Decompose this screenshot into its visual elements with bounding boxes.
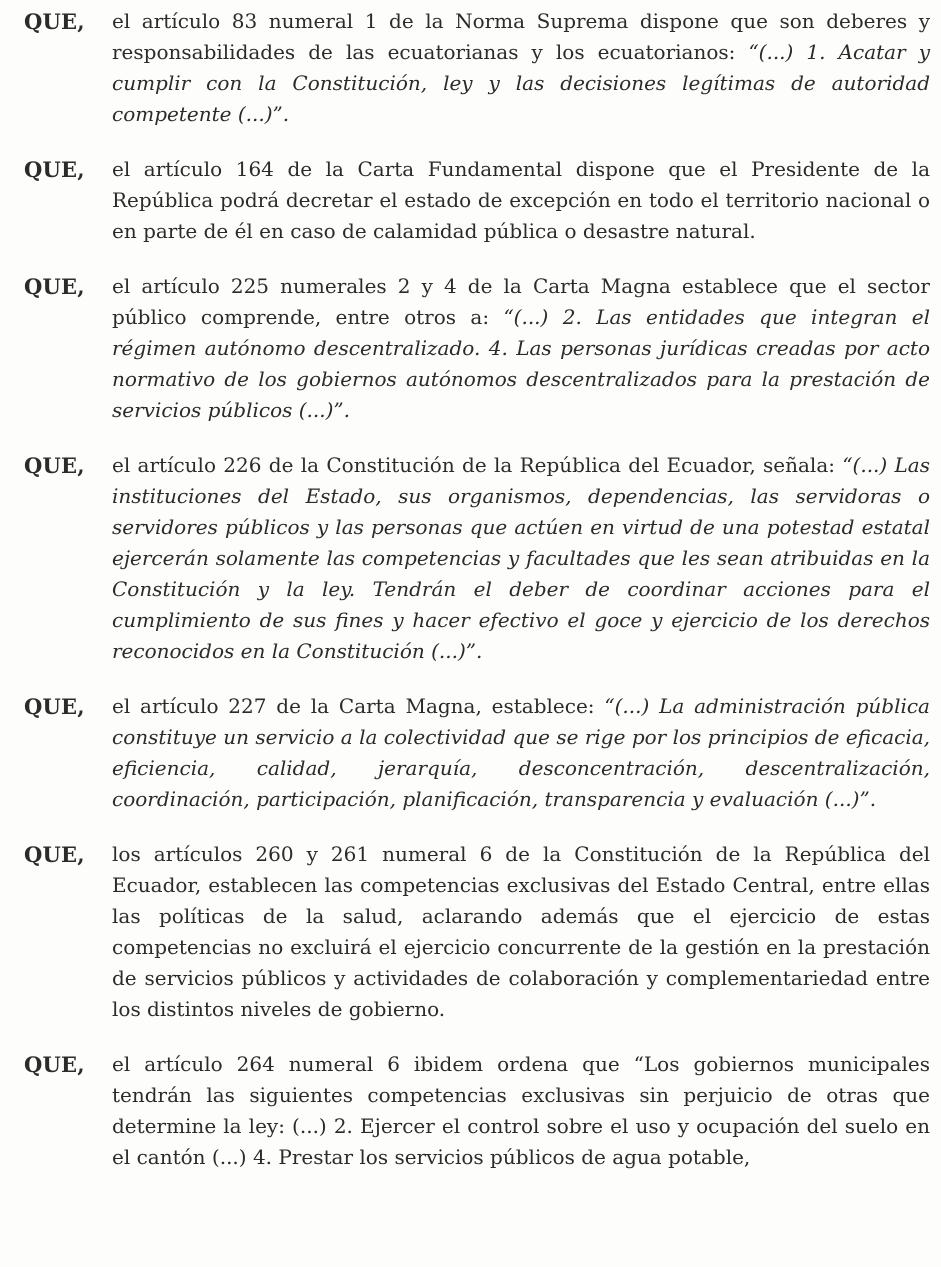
clause-text [112,1049,934,1173]
clause-text [112,691,934,815]
clause-art-164 [24,154,934,247]
clause-text-plain: el artículo 264 numeral 6 ibidem ordena que “Los gobiernos municipales tendrán las siguientes competencias exclusivas sin perjuicio de otras que determine la ley: (...) 2. Ejercer el control sobre el uso y ocupación del suelo en el cantón (...) 4. Prestar los servicios públicos de agua potable, [112,1052,930,1169]
clause-keyword: QUE, [24,9,85,34]
clause-text [112,450,934,667]
clause-art-226 [24,450,934,667]
clause-text-quote: “(...) 2. Las entidades que integran el régimen autónomo descentralizado. 4. Las personas jurídicas creadas por acto normativo de los gobiernos autónomos descentralizados para la prestación de servicios públicos (...)”. [112,305,930,422]
clause-art-83 [24,6,934,130]
clause-text-quote: “(...) La administración pública constituye un servicio a la colectividad que se rige por los principios de eficacia, eficiencia, calidad, jerarquía, desconcentración, descentralización, coordinación, participación, planificación, transparencia y evaluación (...)”. [112,694,930,811]
clause-keyword: QUE, [24,1052,85,1077]
clause-text [112,839,934,1025]
clause-text-plain: el artículo 83 numeral 1 de la Norma Suprema dispone que son deberes y responsabilidades de las ecuatorianas y los ecuatorianos: [112,9,930,64]
clause-keyword: QUE, [24,274,85,299]
clause-keyword: QUE, [24,842,85,867]
clause-text-quote: “(...) 1. Acatar y cumplir con la Constitución, ley y las decisiones legítimas de autoridad competente (...)”. [112,40,930,126]
clause-art-225 [24,271,934,426]
document-body [24,6,934,1197]
clause-text [112,154,934,247]
clause-text-plain: el artículo 226 de la Constitución de la República del Ecuador, señala: [112,453,843,477]
clause-text-plain: el artículo 225 numerales 2 y 4 de la Carta Magna establece que el sector público comprende, entre otros a: [112,274,930,329]
clause-art-227 [24,691,934,815]
clause-text [112,271,934,426]
clause-keyword: QUE, [24,157,85,182]
clause-text-quote: “(...) Las instituciones del Estado, sus organismos, dependencias, las servidoras o servidores públicos y las personas que actúen en virtud de una potestad estatal ejercerán solamente las competencias y facultades que les sean atribuidas en la Constitución y la ley. Tendrán el deber de coordinar acciones para el cumplimiento de sus fines y hacer efectivo el goce y ejercicio de los derechos reconocidos en la Constitución (...)”. [112,453,930,663]
clause-keyword: QUE, [24,453,85,478]
clause-text-plain: el artículo 227 de la Carta Magna, establece: [112,694,605,718]
clause-art-260-261 [24,839,934,1025]
clause-text-plain: el artículo 164 de la Carta Fundamental dispone que el Presidente de la República podrá decretar el estado de excepción en todo el territorio nacional o en parte de él en caso de calamidad pública o desastre natural. [112,157,930,243]
clause-text [112,6,934,130]
clause-text-plain: los artículos 260 y 261 numeral 6 de la Constitución de la República del Ecuador, establecen las competencias exclusivas del Estado Central, entre ellas las políticas de la salud, aclarando además que el ejercicio de estas competencias no excluirá el ejercicio concurrente de la gestión en la prestación de servicios públicos y actividades de colaboración y complementariedad entre los distintos niveles de gobierno. [112,842,930,1021]
clause-art-264 [24,1049,934,1173]
clause-keyword: QUE, [24,694,85,719]
